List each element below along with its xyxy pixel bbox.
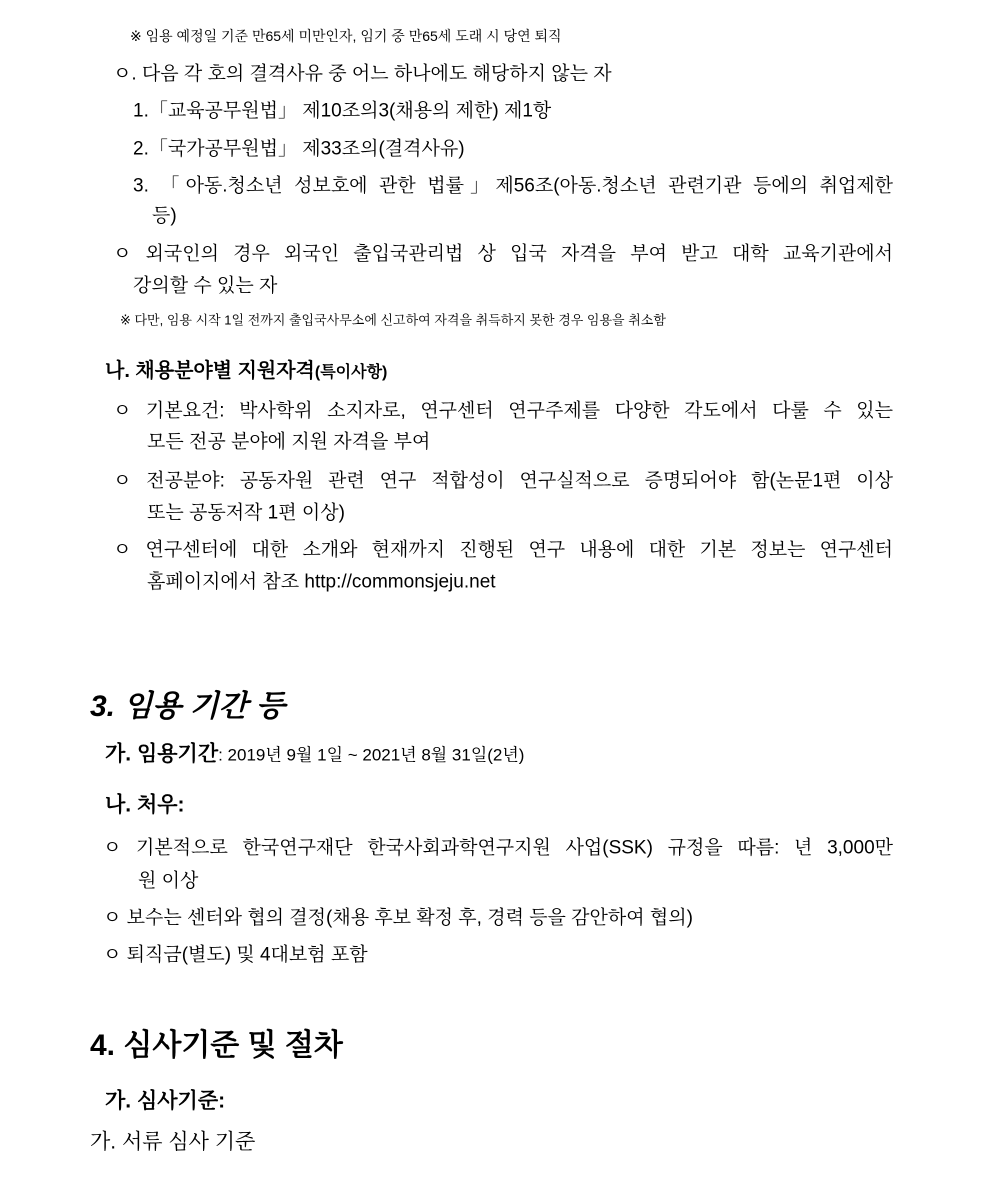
disqualification-item: 1.「교육공무원법」 제10조의3(채용의 제한) 제1항 xyxy=(133,100,552,122)
disqualification-item-cont: 등) xyxy=(152,205,177,227)
bullet-basic-requirement: ㅇ 기본요건: 박사학위 소지자로, 연구센터 연구주제를 다양한 각도에서 다룰 수 있는 xyxy=(113,400,893,422)
bullet-major-field: ㅇ 전공분야: 공동자원 관련 연구 적합성이 연구실적으로 증명되어야 함(논문1편 이상 xyxy=(113,470,893,492)
disqualification-item: 2.「국가공무원법」 제33조의(결격사유) xyxy=(133,138,465,160)
treatment-item-cont: 원 이상 xyxy=(138,870,199,892)
section-4-title: 4. 심사기준 및 절차 xyxy=(90,1029,343,1062)
treatment-item: ㅇ 퇴직금(별도) 및 4대보험 포함 xyxy=(103,944,368,966)
treatment-item: ㅇ 기본적으로 한국연구재단 한국사회과학연구지원 사업(SSK) 규정을 따름: 년 3,000만 xyxy=(103,837,893,859)
section-3-title: 3. 임용 기간 등 xyxy=(90,690,285,723)
foreigner-requirement: ㅇ 외국인의 경우 외국인 출입국관리법 상 입국 자격을 부여 받고 대학 교육기관에서 xyxy=(113,243,893,265)
treatment-label: 나. 처우: xyxy=(105,793,185,817)
note-foreigner: ※ 다만, 임용 시작 1일 전까지 출입국사무소에 신고하여 자격을 취득하지 못한 경우 임용을 취소함 xyxy=(120,312,666,328)
bullet-major-field-cont: 또는 공동저작 1편 이상) xyxy=(147,502,345,524)
subheading-qualifications: 나. 채용분야별 지원자격(특이사항) xyxy=(105,360,388,382)
treatment-item: ㅇ 보수는 센터와 협의 결정(채용 후보 확정 후, 경력 등을 감안하여 협의) xyxy=(103,907,693,929)
disqualification-intro: ㅇ. 다음 각 호의 결격사유 중 어느 하나에도 해당하지 않는 자 xyxy=(113,63,612,85)
bullet-research-center-cont: 홈페이지에서 참조 http://commonsjeju.net xyxy=(147,571,496,593)
note-age-limit: ※ 임용 예정일 기준 만65세 미만인자, 임기 중 만65세 도래 시 당연 퇴직 xyxy=(130,28,562,44)
bullet-basic-requirement-cont: 모든 전공 분야에 지원 자격을 부여 xyxy=(147,431,431,453)
document-review-criteria: 가. 서류 심사 기준 xyxy=(90,1130,256,1154)
appointment-period: 가. 임용기간: 2019년 9월 1일 ~ 2021년 8월 31일(2년) xyxy=(105,742,525,766)
criteria-label: 가. 심사기준: xyxy=(105,1089,226,1113)
foreigner-requirement-cont: 강의할 수 있는 자 xyxy=(133,275,278,297)
disqualification-item: 3. 「아동.청소년 성보호에 관한 법률」제56조(아동.청소년 관련기관 등에의 취업제한 xyxy=(133,175,893,197)
bullet-research-center: ㅇ 연구센터에 대한 소개와 현재까지 진행된 연구 내용에 대한 기본 정보는 연구센터 xyxy=(113,539,893,561)
